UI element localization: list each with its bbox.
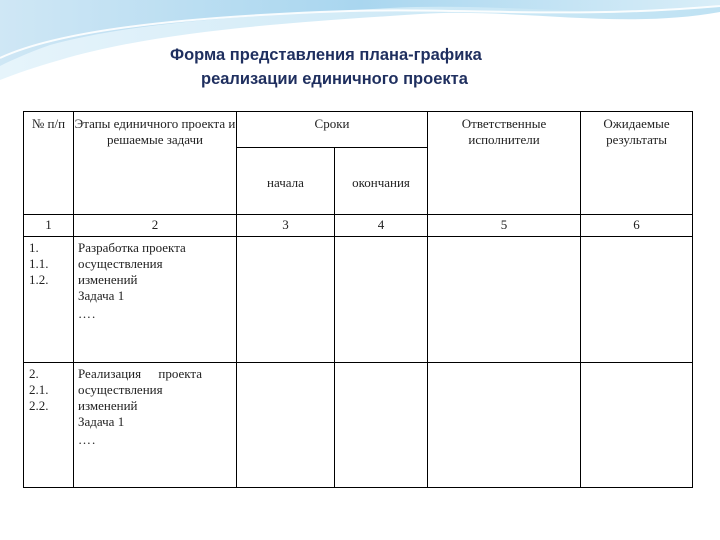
header-end: окончания [335, 148, 428, 215]
column-number: 4 [335, 215, 428, 237]
table-row [24, 237, 693, 363]
header-results: Ожидаемые результаты [581, 112, 693, 215]
column-number: 5 [428, 215, 581, 237]
header-terms: Сроки [237, 112, 428, 148]
plan-schedule-table [23, 111, 693, 488]
column-number: 6 [581, 215, 693, 237]
title-line-2: реализации единичного проекта [201, 70, 468, 88]
end-cell [335, 363, 428, 488]
results-cell [581, 237, 693, 363]
table-row [24, 363, 693, 488]
header-start: начала [237, 148, 335, 215]
responsible-cell [428, 363, 581, 488]
header-stages: Этапы единичного проекта и решаемые задачи [74, 112, 237, 215]
results-cell [581, 363, 693, 488]
header-num: № п/п [24, 112, 74, 215]
row-number-cell: 2. 2.1. 2.2. [24, 363, 74, 488]
column-numbers-row [24, 215, 693, 237]
start-cell [237, 237, 335, 363]
column-number: 1 [24, 215, 74, 237]
table-header-row [24, 112, 693, 148]
header-responsible: Ответственные исполнители [428, 112, 581, 215]
responsible-cell [428, 237, 581, 363]
column-number: 3 [237, 215, 335, 237]
row-number-cell: 1. 1.1. 1.2. [24, 237, 74, 363]
column-number: 2 [74, 215, 237, 237]
end-cell [335, 237, 428, 363]
start-cell [237, 363, 335, 488]
stage-cell: Разработка проекта осуществления изменений Задача 1 …. [74, 237, 237, 363]
stage-cell: Реализация проекта осуществления изменений Задача 1 …. [74, 363, 237, 488]
title-line-1: Форма представления плана-графика [170, 46, 482, 64]
